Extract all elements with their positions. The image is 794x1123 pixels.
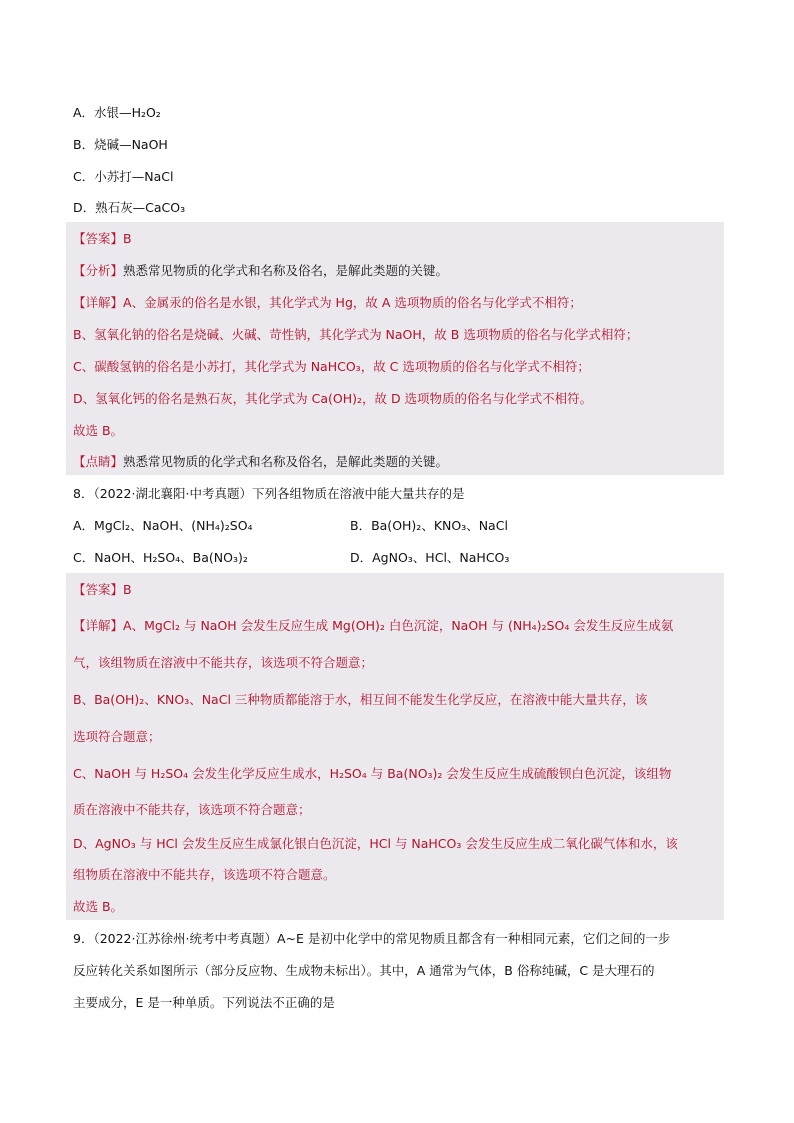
analysis-text: 熟悉常见物质的化学式和名称及俗名，是解此类题的关键。 bbox=[123, 263, 449, 278]
q9-line-1: 9．（2022·江苏徐州·统考中考真题）A~E 是初中化学中的常见物质且都含有一种相同元素，它们之间的一步 bbox=[73, 931, 671, 946]
q8-detail-line-2: 气，该组物质在溶液中不能共存，该选项不符合题意； bbox=[73, 655, 374, 670]
analysis-tag: 【分析】 bbox=[73, 263, 124, 278]
q8-option-a: A．MgCl₂、NaOH、(NH₄)₂SO₄ bbox=[73, 518, 253, 533]
answer-tag: 【答案】 bbox=[73, 231, 124, 246]
detail-text: A、金属汞的俗名是水银，其化学式为 Hg，故 A 选项物质的俗名与化学式不相符； bbox=[123, 295, 582, 310]
q8-answer bbox=[73, 581, 132, 599]
q7-option-b bbox=[73, 136, 168, 154]
q8-detail-line-6: 质在溶液中不能共存，该选项不符合题意； bbox=[73, 802, 311, 817]
detail-text: A、MgCl₂ 与 NaOH 会发生反应生成 Mg(OH)₂ 白色沉淀，NaOH 与 (NH₄)₂SO₄ 会发生反应生成氨 bbox=[123, 618, 674, 633]
q8-detail-line-3: B、Ba(OH)₂、KNO₃、NaCl 三种物质都能溶于水，相互间不能发生化学反应，在溶液中能大量共存，该 bbox=[73, 692, 648, 707]
q8-option-d: D．AgNO₃、HCl、NaHCO₃ bbox=[350, 550, 510, 565]
q9-line-3: 主要成分，E 是一种单质。下列说法不正确的是 bbox=[73, 995, 335, 1010]
q7-detail-line-3: C、碳酸氢钠的俗名是小苏打，其化学式为 NaHCO₃，故 C 选项物质的俗名与化学式不相符； bbox=[73, 359, 590, 374]
detail-tag: 【详解】 bbox=[73, 618, 124, 633]
q8-title: 8．（2022·湖北襄阳·中考真题）下列各组物质在溶液中能大量共存的是 bbox=[73, 486, 465, 501]
option-label: C．小苏打— bbox=[73, 169, 145, 184]
q7-detail-line-4: D、氢氧化钙的俗名是熟石灰，其化学式为 Ca(OH)₂，故 D 选项物质的俗名与化学式不相符。 bbox=[73, 391, 593, 406]
q8-option-b: B．Ba(OH)₂、KNO₃、NaCl bbox=[350, 518, 508, 533]
option-label: A．水银— bbox=[73, 105, 132, 120]
detail-tag: 【详解】 bbox=[73, 295, 124, 310]
q7-detail-line-2: B、氢氧化钠的俗名是烧碱、火碱、苛性钠，其化学式为 NaOH，故 B 选项物质的俗名与化学式相符； bbox=[73, 327, 639, 342]
q8-detail-line-4: 选项符合题意； bbox=[73, 729, 161, 744]
q7-option-d bbox=[73, 199, 185, 217]
option-formula: H₂O₂ bbox=[131, 105, 161, 120]
option-label: D．熟石灰— bbox=[73, 200, 146, 215]
q7-analysis bbox=[73, 262, 448, 280]
q7-comment bbox=[73, 453, 448, 471]
option-formula: NaOH bbox=[131, 137, 168, 152]
q8-option-c: C．NaOH、H₂SO₄、Ba(NO₃)₂ bbox=[73, 550, 248, 565]
q7-detail-line-1 bbox=[73, 294, 582, 312]
option-formula: NaCl bbox=[144, 169, 174, 184]
q7-option-a bbox=[73, 104, 161, 122]
option-label: B．烧碱— bbox=[73, 137, 132, 152]
q8-detail-line-8: 组物质在溶液中不能共存，该选项不符合题意。 bbox=[73, 867, 336, 882]
answer-value: B bbox=[123, 582, 132, 597]
comment-tag: 【点睛】 bbox=[73, 454, 124, 469]
option-formula: CaCO₃ bbox=[145, 200, 186, 215]
comment-text: 熟悉常见物质的化学式和名称及俗名，是解此类题的关键。 bbox=[123, 454, 449, 469]
answer-tag: 【答案】 bbox=[73, 582, 124, 597]
q9-line-2: 反应转化关系如图所示（部分反应物、生成物未标出）。其中，A 通常为气体，B 俗称纯碱，C 是大理石的 bbox=[73, 963, 655, 978]
q8-detail-line-5: C、NaOH 与 H₂SO₄ 会发生化学反应生成水，H₂SO₄ 与 Ba(NO₃)₂ 会发生反应生成硫酸钡白色沉淀，该组物 bbox=[73, 766, 672, 781]
q7-conclusion: 故选 B。 bbox=[73, 423, 124, 438]
q7-answer-block bbox=[66, 222, 724, 475]
answer-value: B bbox=[123, 231, 132, 246]
q7-option-c bbox=[73, 168, 173, 186]
q8-conclusion: 故选 B。 bbox=[73, 899, 124, 914]
q8-detail-line-1 bbox=[73, 617, 673, 635]
q8-detail-line-7: D、AgNO₃ 与 HCl 会发生反应生成氯化银白色沉淀，HCl 与 NaHCO₃ 会发生反应生成二氧化碳气体和水，该 bbox=[73, 836, 678, 851]
q7-answer bbox=[73, 230, 132, 248]
